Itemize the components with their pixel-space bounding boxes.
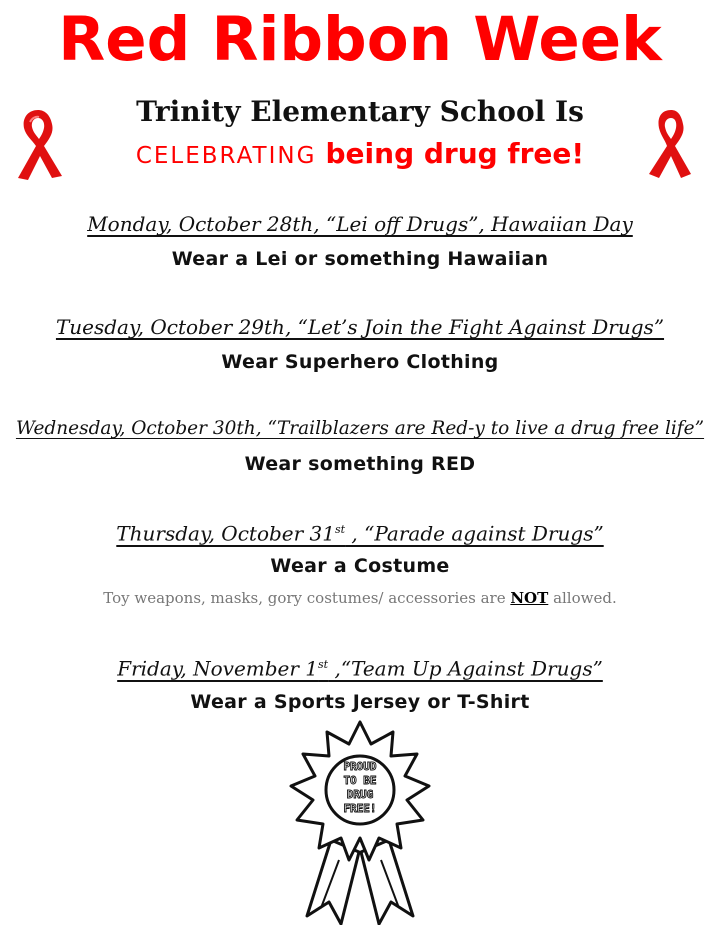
costume-rules-end: allowed. (548, 589, 617, 607)
thursday-theme: , “Parade against Drugs” (345, 521, 604, 546)
thursday-ordinal: st (335, 523, 346, 536)
celebrating-line (0, 134, 720, 178)
celebrating-word: CELEBRATING (135, 143, 317, 169)
thursday-heading (0, 516, 720, 548)
friday-date: Friday, November 1 (117, 656, 319, 681)
friday-theme: ,“Team Up Against Drugs” (328, 656, 603, 681)
badge-line-2: TO BE (343, 774, 377, 787)
costume-rules-text: Toy weapons, masks, gory costumes/ accessories are (103, 589, 511, 607)
friday-ordinal: st (318, 658, 329, 671)
badge-line-1: PROUD (343, 760, 377, 773)
thursday-dress-code: Wear a Costume (270, 555, 450, 577)
thursday-date: Thursday, October 31 (116, 521, 335, 546)
monday-dress-code: Wear a Lei or something Hawaiian (171, 248, 549, 270)
friday-heading (0, 651, 720, 683)
proud-badge-icon (285, 720, 435, 925)
tuesday-heading: Tuesday, October 29th, “Let’s Join the Fight Against Drugs” (55, 315, 665, 339)
badge-line-3: DRUG (346, 788, 374, 801)
costume-rules-note (0, 587, 720, 609)
tuesday-dress-code: Wear Superhero Clothing (221, 351, 499, 373)
wednesday-heading: Wednesday, October 30th, “Trailblazers are Red-y to live a drug free life” (15, 418, 705, 439)
badge-line-4: FREE! (343, 802, 377, 815)
not-emphasis: NOT (510, 589, 549, 607)
monday-heading: Monday, October 28th, “Lei off Drugs”, Hawaiian Day (87, 212, 633, 236)
page-title: Red Ribbon Week (58, 4, 662, 75)
wednesday-dress-code: Wear something RED (244, 453, 476, 475)
friday-dress-code: Wear a Sports Jersey or T-Shirt (190, 691, 530, 713)
school-subtitle: Trinity Elementary School Is (136, 95, 584, 128)
drug-free-phrase: being drug free! (325, 137, 585, 170)
